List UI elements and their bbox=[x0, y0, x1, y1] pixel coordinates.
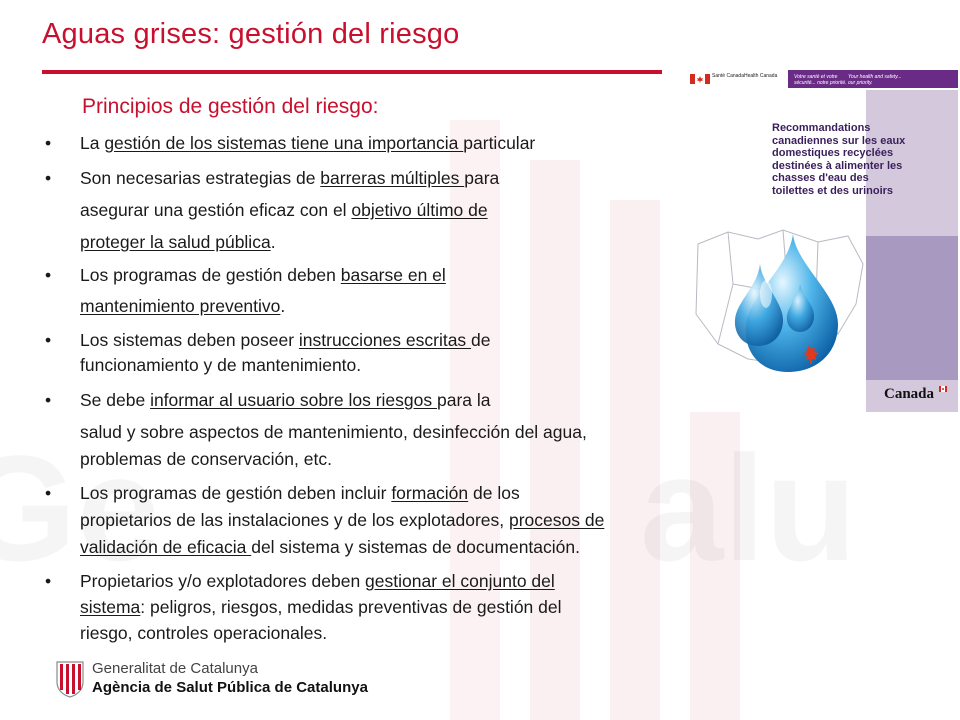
title-underline-rule bbox=[42, 70, 662, 74]
text-run: Propietarios y/o explotadores deben bbox=[80, 571, 366, 591]
text-run: para bbox=[464, 168, 500, 188]
text-run: Son necesarias estrategias de bbox=[80, 168, 321, 188]
document-cover-image bbox=[688, 64, 958, 412]
text-run: : peligros, riesgos, medidas preventivas de gestión del bbox=[140, 597, 562, 617]
cover-side-band bbox=[866, 236, 958, 380]
bullet-3-line-1 bbox=[80, 265, 446, 286]
bullet-2-line-1 bbox=[80, 168, 499, 189]
underlined-run: formación bbox=[391, 483, 469, 503]
cover-health-label: Health Canada bbox=[744, 73, 778, 79]
bullet-5-line-1 bbox=[80, 390, 491, 411]
bullet-marker: • bbox=[45, 483, 52, 503]
text-run: . bbox=[280, 296, 286, 316]
bullet-marker: • bbox=[45, 330, 52, 350]
canada-wordmark: Canada bbox=[884, 386, 935, 402]
text-run: para la bbox=[437, 390, 491, 410]
bullet-marker: • bbox=[45, 265, 52, 285]
text-run: riesgo, controles operacionales. bbox=[80, 623, 328, 643]
underlined-run: instrucciones escritas bbox=[298, 330, 472, 350]
underlined-run: mantenimiento preventivo bbox=[80, 296, 281, 316]
text-run: Los programas de gestión deben incluir bbox=[80, 483, 392, 503]
underlined-run: gestión de los sistemas tiene una importancia bbox=[104, 133, 464, 153]
text-run: funcionamiento y de mantenimiento. bbox=[80, 355, 362, 375]
underlined-run: informar al usuario sobre los riesgos bbox=[150, 390, 437, 410]
text-run: . bbox=[270, 232, 276, 252]
bullet-3-line-2 bbox=[80, 296, 285, 317]
text-run: particular bbox=[463, 133, 536, 153]
bullet-5-line-2 bbox=[80, 422, 587, 443]
bullet-2-line-3 bbox=[80, 232, 276, 253]
text-run: de bbox=[471, 330, 491, 350]
cover-english-motto: Your health and safety... our priority. bbox=[848, 74, 902, 86]
text-run: Se debe bbox=[80, 390, 151, 410]
bullet-marker: • bbox=[45, 133, 52, 153]
bullet-6-line-3 bbox=[80, 537, 580, 558]
text-run: Los sistemas deben poseer bbox=[80, 330, 299, 350]
bullet-marker: • bbox=[45, 571, 52, 591]
text-run: de los bbox=[468, 483, 520, 503]
underlined-run: barreras múltiples bbox=[320, 168, 465, 188]
text-run: La bbox=[80, 133, 105, 153]
section-subtitle: Principios de gestión del riesgo: bbox=[82, 95, 379, 118]
underlined-run: gestionar el conjunto del bbox=[365, 571, 555, 591]
underlined-run: validación de eficacia bbox=[80, 537, 252, 557]
bullet-marker: • bbox=[45, 168, 52, 188]
text-run: asegurar una gestión eficaz con el bbox=[80, 200, 352, 220]
underlined-run: objetivo último de bbox=[351, 200, 488, 220]
text-run: propietarios de las instalaciones y de los explotadores, bbox=[80, 510, 509, 530]
bullet-4-line-1 bbox=[80, 330, 491, 351]
generalitat-logo-icon bbox=[55, 660, 85, 698]
text-run: Los programas de gestión deben bbox=[80, 265, 341, 285]
bullet-2-line-2 bbox=[80, 200, 488, 221]
canada-map-water-drop-illustration bbox=[688, 224, 868, 412]
cover-french-motto: Votre santé et votre sécurité... notre priorité. bbox=[794, 74, 847, 86]
text-run: problemas de conservación, etc. bbox=[80, 449, 332, 469]
underlined-run: basarse en el bbox=[340, 265, 446, 285]
canada-flag-icon bbox=[690, 74, 710, 84]
bullet-4-line-2 bbox=[80, 355, 361, 376]
cover-sante-label: Santé Canada bbox=[712, 73, 744, 79]
bullet-1-line-1 bbox=[80, 133, 535, 154]
canada-wordmark-flag-icon bbox=[939, 386, 947, 392]
bullet-6-line-2 bbox=[80, 510, 604, 531]
bullet-7-line-3 bbox=[80, 623, 327, 644]
cover-document-title: Recommandations canadiennes sur les eaux domestiques recyclées destinées à alimenter les chasses d'eau des toilettes et des urinoirs bbox=[772, 122, 906, 197]
bullet-6-line-1 bbox=[80, 483, 520, 504]
bullet-5-line-3 bbox=[80, 449, 332, 470]
underlined-run: sistema bbox=[80, 597, 141, 617]
underlined-run: proteger la salud pública bbox=[80, 232, 271, 252]
underlined-run: procesos de bbox=[509, 510, 605, 530]
text-run: salud y sobre aspectos de mantenimiento, desinfección del agua, bbox=[80, 422, 587, 442]
footer-organization-name: Generalitat de Catalunya bbox=[92, 660, 258, 677]
text-run: del sistema y sistemas de documentación. bbox=[251, 537, 580, 557]
slide-title: Aguas grises: gestión del riesgo bbox=[42, 18, 460, 50]
bullet-7-line-2 bbox=[80, 597, 562, 618]
bullet-7-line-1 bbox=[80, 571, 555, 592]
bullet-marker: • bbox=[45, 390, 52, 410]
svg-text:alu bbox=[640, 424, 857, 592]
footer-agency-name: Agència de Salut Pública de Catalunya bbox=[92, 679, 368, 696]
